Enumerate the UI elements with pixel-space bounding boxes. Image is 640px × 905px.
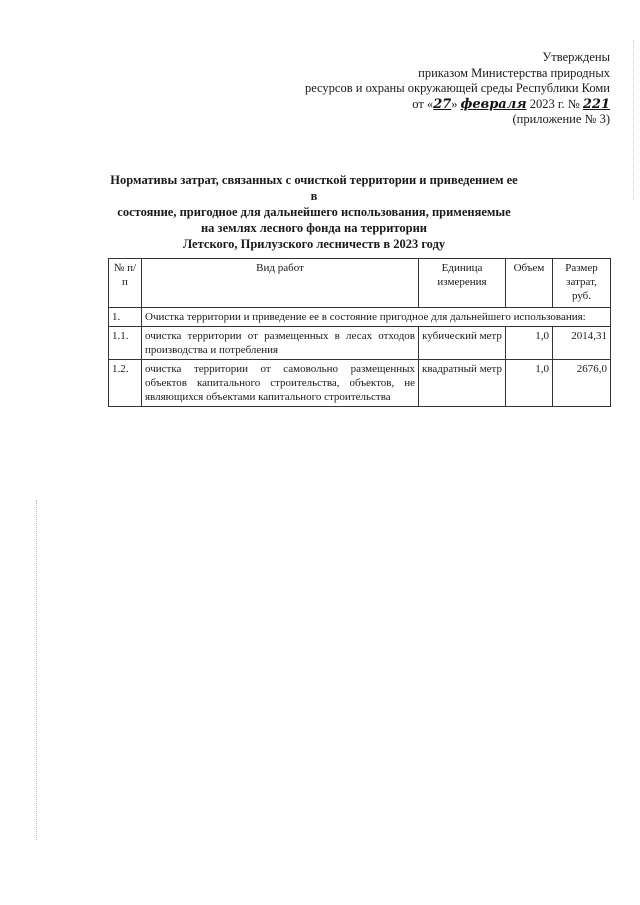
norms-table: [108, 258, 611, 407]
title-line-3: на землях лесного фонда на территории: [200, 221, 428, 235]
row-unit: квадратный метр: [419, 360, 506, 407]
approval-block: [305, 50, 610, 128]
row-work: очистка территории от размещенных в лесах отходов производства и потребления: [142, 327, 419, 360]
row-num: 1.2.: [109, 360, 142, 407]
row-work: Очистка территории и приведение ее в состояние пригодное для дальнейшего использования:: [142, 308, 611, 327]
header-work: Вид работ: [142, 259, 419, 308]
header-cost: Размер затрат, руб.: [553, 259, 611, 308]
row-cost: 2014,31: [553, 327, 611, 360]
date-mid: »: [451, 96, 458, 111]
header-unit: Единица измерения: [419, 259, 506, 308]
row-cost: 2676,0: [553, 360, 611, 407]
date-year: 2023 г. №: [529, 96, 580, 111]
title-line-1: Нормативы затрат, связанных с очисткой территории и приведением ее в: [110, 173, 518, 203]
date-day: 27: [433, 96, 452, 112]
table-header-row: [109, 259, 611, 308]
approval-line-2: приказом Министерства природных: [418, 65, 610, 80]
row-volume: 1,0: [506, 327, 553, 360]
row-work: очистка территории от самовольно размещенных объектов капитального строительства, объектов, не являющихся объектами капитального строительства: [142, 360, 419, 407]
document-title: [108, 172, 520, 252]
order-number: 221: [582, 96, 610, 112]
approval-line-3: ресурсов и охраны окружающей среды Республики Коми: [304, 81, 610, 95]
table-row: [109, 360, 611, 407]
title-line-2: состояние, пригодное для дальнейшего использования, применяемые: [117, 205, 511, 219]
date-prefix: от «: [412, 96, 434, 111]
appendix-note: (приложение № 3): [512, 112, 610, 126]
row-unit: кубический метр: [419, 327, 506, 360]
scan-margin-marks: [36, 500, 41, 840]
title-line-4: Летского, Прилузского лесничеств в 2023 году: [182, 237, 446, 251]
row-num: 1.: [109, 308, 142, 327]
header-volume: Объем: [506, 259, 553, 308]
header-num: № п/п: [109, 259, 142, 308]
table-row: [109, 327, 611, 360]
date-month: февраля: [460, 96, 527, 112]
row-volume: 1,0: [506, 360, 553, 407]
approval-line-1: Утверждены: [542, 50, 610, 64]
row-num: 1.1.: [109, 327, 142, 360]
scan-edge-marks: [633, 40, 636, 200]
table-row: [109, 308, 611, 327]
approval-date-line: [305, 97, 610, 113]
